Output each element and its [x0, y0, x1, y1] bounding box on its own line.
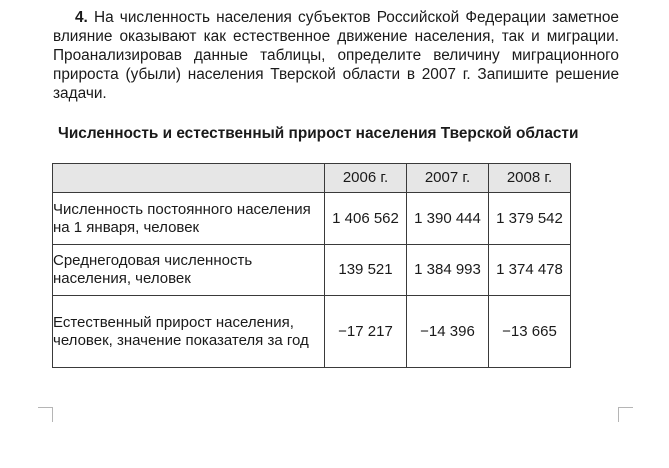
cell-value: 1 406 562 [325, 193, 407, 245]
row-label-natural-increase: Естественный прирост населения, человек, значение показателя за год [53, 296, 325, 368]
table-header-row [53, 164, 571, 193]
page-corner-mark-left [38, 407, 53, 422]
header-corner-cell [53, 164, 325, 193]
row-label-population-jan1: Численность постоянного населения на 1 января, человек [53, 193, 325, 245]
population-table [52, 163, 571, 368]
cell-value: 1 379 542 [489, 193, 571, 245]
cell-value: 1 390 444 [407, 193, 489, 245]
cell-value: 1 384 993 [407, 245, 489, 296]
header-year-2008: 2008 г. [489, 164, 571, 193]
task-text [53, 8, 619, 103]
header-year-2006: 2006 г. [325, 164, 407, 193]
cell-value: −14 396 [407, 296, 489, 368]
table-title: Численность и естественный прирост населения Тверской области [58, 125, 579, 142]
task-body: На численность населения субъектов Российской Федерации заметное влияние оказывают как естественное движение населения, так и миграции. Проанализировав данные таблицы, определите величину миграционного прироста (убыли) населения Тверской области в 2007 г. Запишите решение задачи. [53, 9, 619, 102]
table-row [53, 193, 571, 245]
page-corner-mark-right [618, 407, 633, 422]
table-row [53, 245, 571, 296]
header-year-2007: 2007 г. [407, 164, 489, 193]
cell-value: −17 217 [325, 296, 407, 368]
cell-value: −13 665 [489, 296, 571, 368]
cell-value: 139 521 [325, 245, 407, 296]
table-row [53, 296, 571, 368]
task-number: 4. [75, 9, 88, 26]
cell-value: 1 374 478 [489, 245, 571, 296]
row-label-average-population: Среднегодовая численность населения, человек [53, 245, 325, 296]
